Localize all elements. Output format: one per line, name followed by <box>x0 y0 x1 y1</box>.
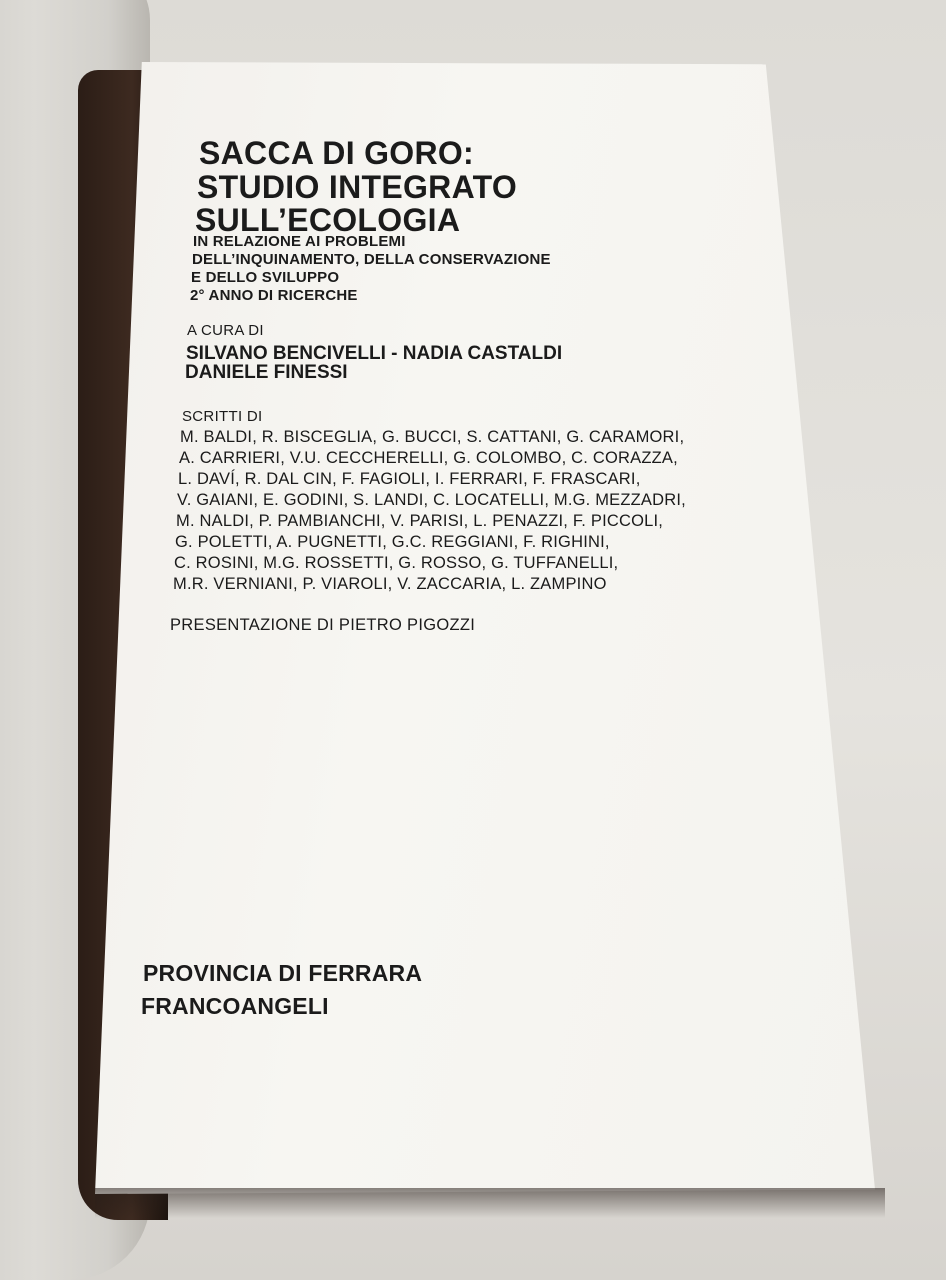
publisher-line-1: PROVINCIA DI FERRARA <box>143 960 423 986</box>
page-shadow <box>95 1188 885 1218</box>
authors-line-4: V. GAIANI, E. GODINI, S. LANDI, C. LOCATELLI, M.G. MEZZADRI, <box>177 491 686 509</box>
title-line-3: SULL’ECOLOGIA <box>195 202 461 238</box>
subtitle-line-1: IN RELAZIONE AI PROBLEMI <box>193 233 406 250</box>
subtitle-line-3: E DELLO SVILUPPO <box>191 269 340 286</box>
authors-line-3: L. DAVÍ, R. DAL CIN, F. FAGIOLI, I. FERRARI, F. FRASCARI, <box>178 470 641 488</box>
authors-line-6: G. POLETTI, A. PUGNETTI, G.C. REGGIANI, F. RIGHINI, <box>175 533 610 551</box>
presentation-credit: PRESENTAZIONE DI PIETRO PIGOZZI <box>170 616 476 634</box>
editors-label: A CURA DI <box>187 322 264 339</box>
authors-line-1: M. BALDI, R. BISCEGLIA, G. BUCCI, S. CATTANI, G. CARAMORI, <box>180 428 685 446</box>
authors-line-7: C. ROSINI, M.G. ROSSETTI, G. ROSSO, G. TUFFANELLI, <box>174 554 619 572</box>
title-line-2: STUDIO INTEGRATO <box>197 169 518 205</box>
publisher-line-2: FRANCOANGELI <box>141 993 329 1019</box>
subtitle-line-4: 2° ANNO DI RICERCHE <box>190 287 358 304</box>
editors-line-2: DANIELE FINESSI <box>185 362 348 383</box>
authors-line-5: M. NALDI, P. PAMBIANCHI, V. PARISI, L. PENAZZI, F. PICCOLI, <box>176 512 664 530</box>
editors-line-1: SILVANO BENCIVELLI - NADIA CASTALDI <box>186 343 563 364</box>
subtitle-line-2: DELL’INQUINAMENTO, DELLA CONSERVAZIONE <box>192 251 551 268</box>
authors-label: SCRITTI DI <box>182 408 263 425</box>
title-line-1: SACCA DI GORO: <box>199 135 475 171</box>
authors-line-2: A. CARRIERI, V.U. CECCHERELLI, G. COLOMBO, C. CORAZZA, <box>179 449 678 467</box>
authors-line-8: M.R. VERNIANI, P. VIAROLI, V. ZACCARIA, L. ZAMPINO <box>173 575 607 593</box>
